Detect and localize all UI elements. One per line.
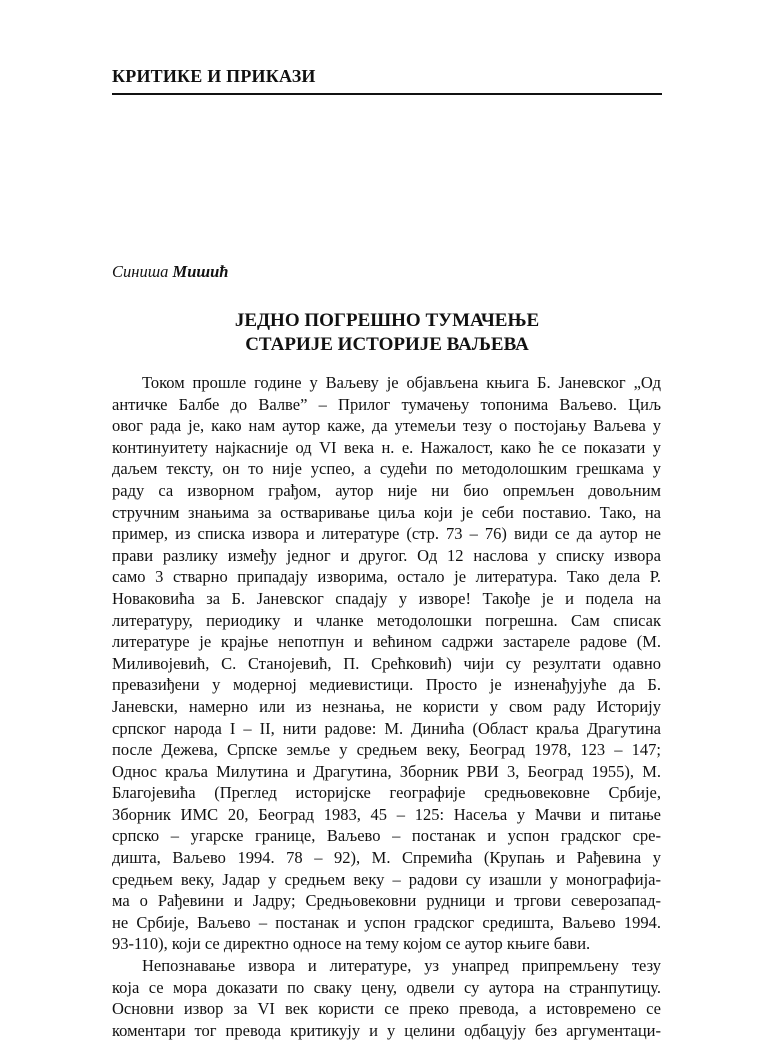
body-line: Благојевића (Преглед историјске географије средњовековне Србије, (112, 783, 661, 803)
body-line: дишта, Ваљево 1994. 78 – 92), М. Спремића (Крупањ и Рађевина у (112, 848, 661, 868)
body-line: даљем тексту, он то није успео, а судећи по методолошким грешкама у (112, 459, 661, 479)
body-line: српско – угарске границе, Ваљево – постанак и успон градског сре- (112, 826, 661, 846)
body-line: Однос краља Милутина и Драгутина, Зборник РВИ 3, Београд 1955), М. (112, 761, 661, 781)
body-line: Основни извор за VI век користи се преко превода, а истовремено се (112, 999, 661, 1019)
body-line: прави разлику између једног и другог. Од 12 наслова у списку извора (112, 545, 661, 565)
body-line: стручним знањима за остваривање циља који је себи поставио. Тако, на (112, 502, 661, 522)
body-line: континуитету најкасније од VI века н. е. Нажалост, како ће се показати у (112, 437, 661, 457)
body-line: ма о Рађевини и Јадру; Средњовековни рудници и тргови северозапад- (112, 891, 661, 911)
body-line: не Србије, Ваљево – постанак и успон градског средишта, Ваљево 1994. (112, 912, 661, 932)
body-line: Јаневски, намерно или из незнања, не користи у свом раду Историју (112, 696, 661, 716)
body-line: литературе је крајње непотпун и већином садржи застареле радове (М. (112, 632, 661, 652)
body-line: Током прошле године у Ваљеву је објављена књига Б. Јаневског „Од (142, 373, 661, 392)
body-line: 93-110), који се директно односе на тему којом се аутор књиге бави. (112, 934, 591, 954)
body-line: само 3 стварно припадају изворима, остало је литература. Тако дела Р. (112, 567, 661, 587)
body-line: Новаковића за Б. Јаневског спадају у изворе! Такође је и подела на (112, 588, 661, 608)
body-line: пример, из списка извора и литературе (стр. 73 – 76) види се да аутор не (112, 524, 661, 544)
body-line: после Дежева, Српске земље у средњем веку, Београд 1978, 123 – 147; (112, 740, 661, 760)
running-head: КРИТИКЕ И ПРИКАЗИ (112, 66, 316, 86)
author-name (112, 262, 228, 282)
article-title (112, 309, 662, 357)
author-first-name: Синиша (112, 262, 169, 281)
body-line: Миливојевић, С. Станојевић, П. Срећковић) чији су резултати одавно (112, 653, 661, 673)
body-line: српског народа I – II, нити радове: М. Динића (Област краља Драгутина (112, 718, 661, 738)
body-line: коментари тог превода критикују и у целини одбацују без аргументаци- (112, 1020, 661, 1040)
body-line: раду са изворном грађом, аутор није ни био опремљен довољним (112, 480, 661, 500)
body-line: превазиђени у модерној медиевистици. Просто је изненађујуће да Б. (112, 675, 661, 695)
article-body (112, 372, 661, 1041)
header-rule (112, 93, 662, 95)
body-line: средњем веку, Јадар у средњем веку – радови су изашли у монографија- (112, 869, 661, 889)
body-line: Зборник ИМС 20, Београд 1983, 45 – 125: Насеља у Мачви и питање (112, 804, 661, 824)
author-last-name: Мишић (172, 262, 229, 281)
body-line: Непознавање извора и литературе, уз унапред припремљену тезу (142, 956, 661, 976)
body-line: античке Балбе до Валве” – Прилог тумачењу топонима Ваљево. Циљ (112, 394, 661, 414)
body-line: која се мора доказати по сваку цену, одвели су аутора на странпутицу. (112, 977, 661, 997)
body-line: овог рада је, како нам аутор каже, да утемељи тезу о постојању Ваљева у (112, 416, 661, 436)
body-line: литературу, периодику и чланке методолошки погрешна. Сам списак (112, 610, 661, 630)
article-title-line-1: ЈЕДНО ПОГРЕШНО ТУМАЧЕЊЕ (234, 310, 540, 331)
article-title-line-2: СТАРИЈЕ ИСТОРИЈЕ ВАЉЕВА (245, 334, 529, 355)
